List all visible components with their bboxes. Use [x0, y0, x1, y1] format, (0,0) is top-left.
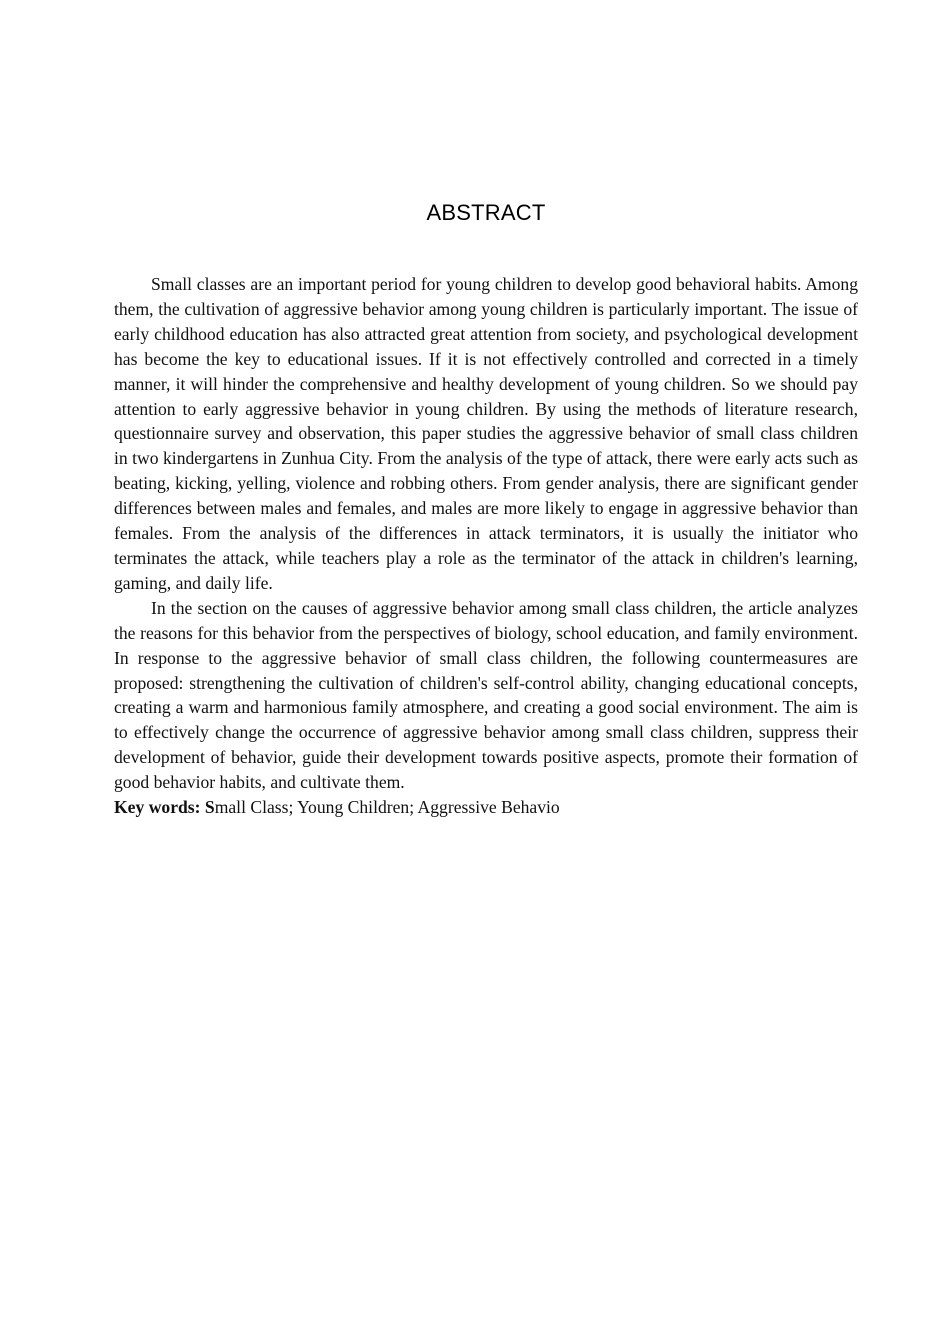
abstract-paragraph-2: In the section on the causes of aggressive behavior among small class children, the article analyzes the reasons for this behavior from the perspectives of biology, school education, and family environment. In response to the aggressive behavior of small class children, the following countermeasures are proposed: strengthening the cultivation of children's self-control ability, changing educational concepts, creating a warm and harmonious family atmosphere, and creating a good social environment. The aim is to effectively change the occurrence of aggressive behavior among small class children, suppress their development of behavior, guide their development towards positive aspects, promote their formation of good behavior habits, and cultivate them.: [114, 597, 858, 793]
keywords-label: Key words: S: [114, 797, 215, 818]
keywords-text: mall Class; Young Children; Aggressive Behavio: [214, 797, 560, 818]
abstract-title: ABSTRACT: [426, 200, 546, 225]
abstract-paragraph-1: Small classes are an important period for young children to develop good behavioral habits. Among them, the cultivation of aggressive behavior among young children is particularly important. The issue of early childhood education has also attracted great attention from society, and psychological development has become the key to educational issues. If it is not effectively controlled and corrected in a timely manner, it will hinder the comprehensive and healthy development of young children. So we should pay attention to early aggressive behavior in young children. By using the methods of literature research, questionnaire survey and observation, this paper studies the aggressive behavior of small class children in two kindergartens in Zunhua City. From the analysis of the type of attack, there were early acts such as beating, kicking, yelling, violence and robbing others. From gender analysis, there are significant gender differences between males and females, and males are more likely to engage in aggressive behavior than females. From the analysis of the differences in attack terminators, it is usually the initiator who terminates the attack, while teachers play a role as the terminator of the attack in children's learning, gaming, and daily life.: [114, 274, 858, 593]
abstract-body: [114, 272, 858, 820]
keywords-line: [114, 795, 858, 820]
